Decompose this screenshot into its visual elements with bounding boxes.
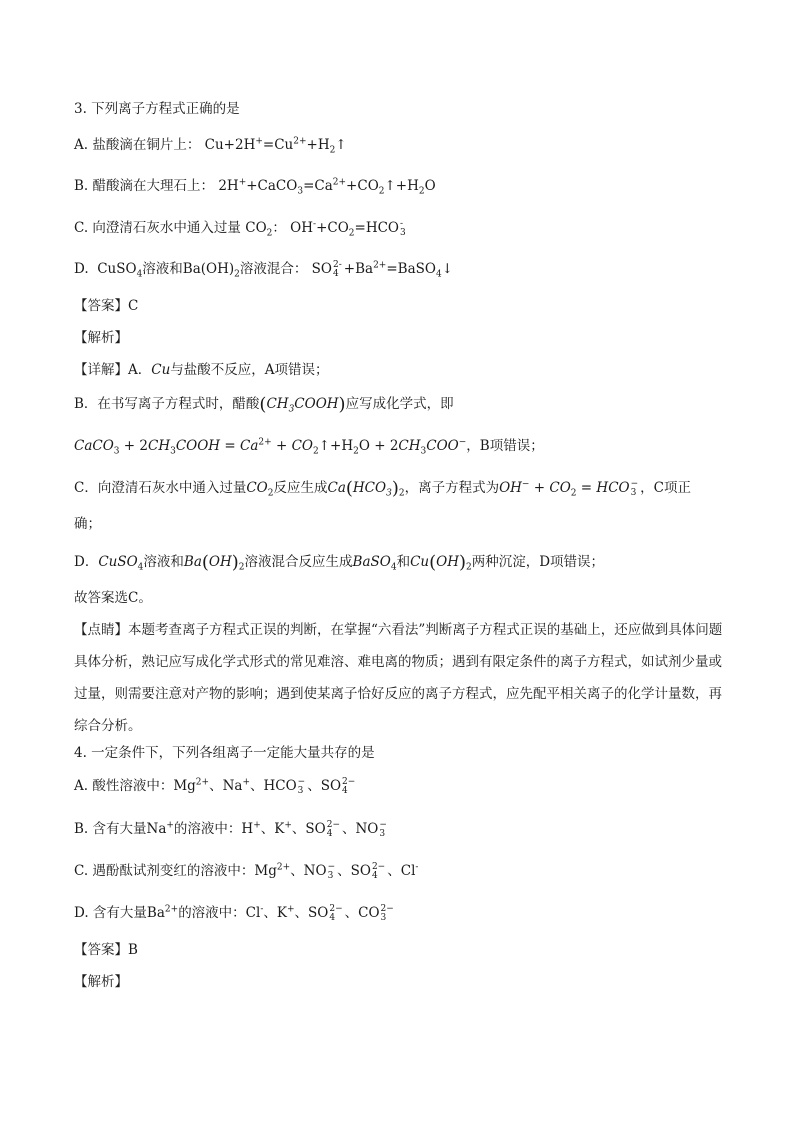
detail-a: 【详解】A．Cu与盐酸不反应，A项错误； <box>74 362 329 378</box>
detail-b: B．在书写离子方程式时，醋酸$(CH_3COOH)$应写成化学式，即 <box>74 394 454 415</box>
option-c-equation: $OH^-+CO_2=HCO$ - 3 <box>290 218 406 239</box>
question-4-option-c: C. 遇酚酞试剂变红的溶液中：$Mg^{2+}$、NO − 3 、SO 2− 4 、Cl- <box>74 861 419 881</box>
question-3-option-a <box>74 136 347 154</box>
option-c-label: C. 向澄清石灰水中通入过量 <box>74 220 241 236</box>
option-a-label: A. 盐酸滴在铜片上： <box>74 137 201 153</box>
option-b-label: B. 醋酸滴在大理石上： <box>74 178 215 194</box>
question-3-option-c: C. 向澄清石灰水中通入过量 $CO_2$： $OH^-+CO_2=HCO$ - 3 <box>74 218 406 239</box>
question-4-analysis: 【解析】 <box>74 974 128 990</box>
question-3-option-b <box>74 177 436 195</box>
detail-b-equation: CaCO$_3$ + $2CH_3COOH = Ca^{2+}$ + $CO_2↑+H_2O + 2CH_3COO^-$，B项错误； <box>74 437 544 457</box>
question-4-option-b: B. 含有大量Na+的溶液中：H+、K+、SO 2− 4 、NO − 3 <box>74 819 387 839</box>
question-4-option-a: A. 酸性溶液中：$Mg^{2+}$、Na+、HCO − 3 、SO 2− 4 <box>74 776 356 796</box>
option-a-equation: $Cu+2H^+=Cu^{2+}+H_2↑$ <box>204 136 347 156</box>
question-3-answer: 【答案】C <box>74 298 139 314</box>
detail-c: C．向澄清石灰水中通入过量$CO_2$反应生成$Ca(HCO_3)_2$，离子方程式为$OH^- + CO_2$ = HCO − 3 ，C项正 <box>74 478 691 499</box>
option-b-equation: $2H^++CaCO_3=Ca^{2+}+CO_2↑+H_2O$ <box>218 177 436 197</box>
detail-d: D．CuSO$_4$溶液和$Ba(OH)_2$溶液混合反应生成BaSO$_4$和$Cu(OH)_2$两种沉淀，D项错误； <box>74 552 605 573</box>
question-3-option-d: D. CuSO$_4$溶液和$Ba(OH)_2$溶液混合： SO 2- 4 $+Ba^{2+}=BaSO_4↓$ <box>74 259 453 280</box>
question-3-analysis: 【解析】 <box>74 330 128 346</box>
question-4-option-d: D. 含有大量$Ba^{2+}$的溶液中：Cl-、K+、SO 2− 4 、CO 2− 3 <box>74 903 394 923</box>
question-4-answer: 【答案】B <box>74 942 138 958</box>
comment-paragraph: 【点睛】本题考查离子方程式正误的判断，在掌握“六看法”判断离子方程式正误的基础上，还应做到具体问题具体分析，熟记应写成化学式形式的常见难溶、难电离的物质；遇到有限定条件的离子方程式，如试剂少量或过量，则需要注意对产物的影响；遇到使某离子恰好反应的离子方程式，应先配平相关离子的化学计量数，再综合分析。 <box>74 622 723 734</box>
question-3-title: 3. 下列离子方程式正确的是 <box>74 101 240 117</box>
detail-c-continued: 确； <box>74 516 101 532</box>
conclusion: 故答案选C。 <box>74 590 152 606</box>
question-4-title: 4. 一定条件下，下列各组离子一定能大量共存的是 <box>74 745 375 761</box>
option-d-equation: SO 2- 4 $+Ba^{2+}=BaSO_4↓$ <box>311 259 453 280</box>
